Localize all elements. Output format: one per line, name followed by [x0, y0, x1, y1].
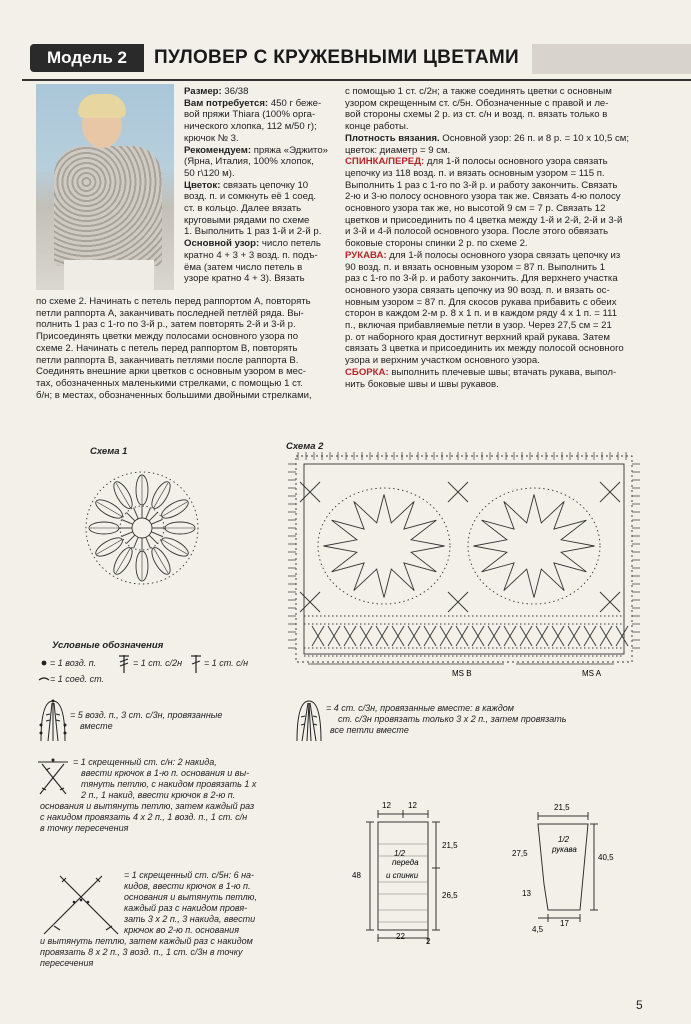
text-line: зать 3 х 2 п., 3 накида, ввести [124, 914, 256, 924]
legend-slip: = 1 соед. ст. [50, 674, 105, 684]
text-line: петли раппорта В, заканчивать петлями после раппорта В. [36, 354, 299, 366]
legend-crossed-dc5 [124, 870, 257, 936]
text-line: вой стороны схемы 2 р. из ст. с/н и возд. п. вязать только в [345, 109, 608, 121]
text-line: цветок: диаметр = 9 см. [345, 144, 451, 156]
crossed-dc5-icon [40, 872, 124, 938]
legend-crossed-dc [73, 757, 256, 801]
text-line: крючок во 2-ю п. основания [124, 925, 239, 935]
text-line: полнить 1 раз с 1-го по 3-й р., затем повторять 2-й и 3-й р. [36, 319, 296, 331]
crossed-dc-icon [36, 758, 70, 798]
piece-label-1: 1/2 [394, 849, 406, 858]
sleeve-dim-left-1: 27,5 [512, 849, 528, 858]
scheme1-flower-chart [84, 470, 200, 586]
double-crochet-icon [190, 654, 202, 674]
piece-label-3: и спинки [386, 871, 419, 880]
text-line: основного узора так же, но высотой 9 см = 7 р. Связать 12 [345, 203, 606, 215]
slip-stitch-icon [38, 676, 50, 682]
header-decoration [532, 44, 691, 74]
text-line: и вытянуть петлю, затем каждый раз с накидом [40, 936, 253, 946]
header-rule [22, 79, 691, 81]
legend-chain: = 1 возд. п. [50, 658, 97, 668]
text-line: нить боковые швы и швы рукавов. [345, 378, 499, 390]
text-line: Присоединять цветки между полосами основного узора по [36, 331, 299, 343]
cluster-4tr-icon [294, 697, 324, 745]
text-line: связать 3 цветка и присоединить их между полосой основного [345, 343, 624, 355]
text-line: 90 возд. п. и вязать основным узором = 87 п. Выполнить 1 [345, 261, 606, 273]
text-line: число петель [261, 238, 321, 250]
text-line: связать цепочку 10 [223, 179, 309, 191]
sleeve-dim-bottom: 17 [560, 919, 569, 928]
pattern-front-back [350, 798, 470, 946]
text-line: раз с 1-го по 3-й р. и работу закончить. Для верхнего участка [345, 273, 618, 285]
text-line: = 1 скрещенный ст. с/н: 2 накида, [73, 757, 217, 767]
sleeve-dim-bottom-left: 4,5 [532, 925, 544, 934]
sleeve-dim-top: 21,5 [554, 803, 570, 812]
size-label: Размер: [184, 86, 222, 97]
instructions-top-left [184, 86, 330, 285]
text-line: тах, обозначенных маленькими стрелками, с помощью 1 ст. [36, 377, 303, 389]
text-line: б/н; в местах, обозначенных большими двойными стрелками, [36, 389, 312, 401]
instructions-bottom-left [36, 296, 330, 401]
text-line: ёма (затем число петель в [184, 261, 303, 273]
text-line: схеме 2. Начинать с петель перед раппортом В, повторять [36, 342, 298, 354]
legend-dc2: = 1 ст. с/2н [133, 658, 183, 668]
photo-skirt [64, 260, 154, 290]
text-line: и 3-й и 4-й полосой основного узора. После этого обвязать [345, 226, 609, 238]
text-line: в точку пересечения [40, 823, 129, 833]
text-line: основания и вытянуть петлю, [124, 892, 257, 902]
legend-title: Условные обозначения [52, 640, 164, 651]
dim-top-right: 12 [408, 801, 417, 810]
sleeve-dim-left-2: 13 [522, 889, 531, 898]
dim-bottom: 22 [396, 932, 405, 941]
text-line: круговыми рядами по схеме [184, 214, 310, 226]
text-line: по схеме 2. Начинать с петель перед раппортом А, повторять [36, 296, 311, 307]
text-line: тянуть петлю, с накидом провязать 1 х [81, 779, 257, 789]
text-line: 2-ю и 3-ю полосу основного узора так же. Связать 4-ю полосу [345, 191, 621, 203]
text-line: пряжа «Эджито» [253, 144, 329, 156]
page-number: 5 [636, 998, 643, 1012]
text-line: п., включая прибавляемые петли в узор. Через 27,5 см = 21 [345, 320, 612, 332]
text-line: 1. Выполнить 1 раз 1-й и 2-й р. [184, 226, 322, 238]
page-title: ПУЛОВЕР С КРУЖЕВНЫМИ ЦВЕТАМИ [154, 47, 519, 68]
text-line: вой пряжи Thiara (100% орга- [184, 109, 316, 121]
photo-sweater [54, 146, 162, 266]
model-photo [36, 84, 174, 290]
text-line: для 1-й полосы основного узора связать [426, 156, 608, 168]
text-line: петли раппорта А, заканчивать последней петлёй ряда. Вы- [36, 307, 304, 319]
text-line: сторон в каждом 2-м р. 8 х 1 п. и в каждом ряду 4 х 1 п. = 111 [345, 308, 618, 320]
text-line: узором скрещенным ст. с/5н. Обозначенные с правой и ле- [345, 97, 609, 109]
text-line: узоре кратно 4 + 3). Вязать [184, 273, 305, 285]
sleeve-label-1: 1/2 [558, 835, 570, 844]
size-value: 36/38 [224, 86, 249, 97]
text-line: нического хлопка, 112 м/50 г); [184, 121, 317, 133]
rapport-b-label: MS B [452, 669, 472, 678]
text-line: каждый раз с накидом провя- [124, 903, 248, 913]
text-line: основного узора связать цепочку из 90 возд. п. и вязать ос- [345, 284, 610, 296]
text-line: цветков и присоединить по 4 цветка между 1-й и 2-й, 2-й и 3-й [345, 214, 623, 226]
text-line: р. от наборного края достигнут верхний край рукава. Затем [345, 331, 610, 343]
text-line: основания и вытянуть петлю, затем каждый раз [40, 801, 255, 811]
rapport-a-label: MS A [582, 669, 602, 678]
text-line: узора и верхним участком основного узора. [345, 355, 540, 367]
photo-hair [78, 94, 126, 118]
dim-left: 48 [352, 871, 361, 880]
back-front-label: СПИНКА/ПЕРЕД: [345, 156, 425, 168]
legend-crossed-dc-cont [40, 801, 254, 834]
text-line: с накидом провязать 4 х 2 п., 1 возд. п., 1 ст. с/н [40, 812, 248, 822]
text-line: 50 г\120 м). [184, 167, 235, 179]
text-line: кратно 4 + 3 + 3 возд. п. подъ- [184, 249, 318, 261]
assembly-label: СБОРКА: [345, 366, 389, 378]
text-line: выполнить плечевые швы; втачать рукава, выпол- [391, 366, 617, 378]
recommend-label: Рекомендуем: [184, 144, 252, 156]
sleeve-label-2: рукава [552, 845, 577, 854]
scheme1-label: Схема 1 [90, 446, 128, 457]
text-line: провязать 8 х 2 п., 3 возд. п., 1 ст. с/3н в точку [40, 947, 243, 957]
need-label: Вам потребуется: [184, 97, 269, 109]
density-label: Плотность вязания. [345, 132, 440, 144]
pattern-label: Основной узор: [184, 238, 260, 250]
text-line: (Ярна, Италия, 100% хлопок, [184, 156, 314, 168]
instructions-right [345, 86, 645, 390]
scheme2-lace-chart [284, 452, 640, 680]
text-line: 450 г беже- [270, 97, 322, 109]
text-line: боковые стороны спинки 2 р. по схеме 2. [345, 238, 528, 250]
legend-cluster-4tr [326, 703, 566, 736]
text-line: с помощью 1 ст. с/2н; а также соединять цветки с основным [345, 86, 612, 97]
dim-top-left: 12 [382, 801, 391, 810]
text-line: 2 п., 1 накид, ввести крючок в 2-ю п. [81, 790, 236, 800]
text-line: крючок № 3. [184, 132, 239, 144]
text-line: = 4 ст. с/3н, провязанные вместе: в каждом [326, 703, 514, 713]
text-line: вместе [80, 721, 113, 731]
text-line: Соединять внешние арки цветков с основным узором в мес- [36, 366, 306, 378]
text-line: возд. п. и сомкнуть её 1 соед. [184, 191, 317, 203]
text-line: = 5 возд. п., 3 ст. с/3н, провязанные [70, 710, 223, 720]
text-line: пересечения [40, 958, 94, 968]
text-line: Основной узор: 26 п. и 8 р. = 10 х 10,5 см; [442, 132, 630, 144]
model-label: Модель 2 [30, 44, 144, 72]
dim-bottom-small: 2 [426, 937, 431, 946]
text-line: конце работы. [345, 121, 409, 133]
legend-crossed-dc5-cont [40, 936, 253, 969]
sleeves-label: РУКАВА: [345, 249, 387, 261]
pattern-sleeve [510, 798, 620, 938]
text-line: ст. в кольцо. Далее вязать [184, 203, 302, 215]
piece-label-2: переда [392, 858, 419, 867]
scheme2-label: Схема 2 [286, 441, 324, 452]
legend-cluster-5ch [70, 710, 222, 732]
flower-label: Цветок: [184, 179, 221, 191]
text-line: кидов, ввести крючок в 1-ю п. [124, 881, 251, 891]
dim-right-1: 21,5 [442, 841, 458, 850]
text-line: все петли вместе [330, 725, 409, 735]
sleeve-dim-right: 40,5 [598, 853, 614, 862]
text-line: новным узором = 87 п. Для скосов рукава прибавить с обеих [345, 296, 617, 308]
text-line: для 1-й полосы основного узора связать цепочку из [389, 249, 621, 261]
dim-right-2: 26,5 [442, 891, 458, 900]
text-line: цепочку из 118 возд. п. и вязать основным узором = 115 п. [345, 167, 605, 179]
text-line: ввести крючок в 1-ю п. основания и вы- [81, 768, 250, 778]
text-line: = 1 скрещенный ст. с/5н: 6 на- [124, 870, 255, 880]
chain-stitch-icon [40, 659, 50, 669]
legend-dc: = 1 ст. с/н [204, 658, 249, 668]
cluster-5ch-3tr-icon [38, 697, 68, 745]
page-header [22, 44, 691, 74]
text-line: ст. с/3н провязать только 3 х 2 п., затем провязать [338, 714, 567, 724]
text-line: Выполнить 1 раз с 1-го по 3-й р. и работу закончить. Связать [345, 179, 618, 191]
double-crochet-2-icon [118, 654, 130, 674]
